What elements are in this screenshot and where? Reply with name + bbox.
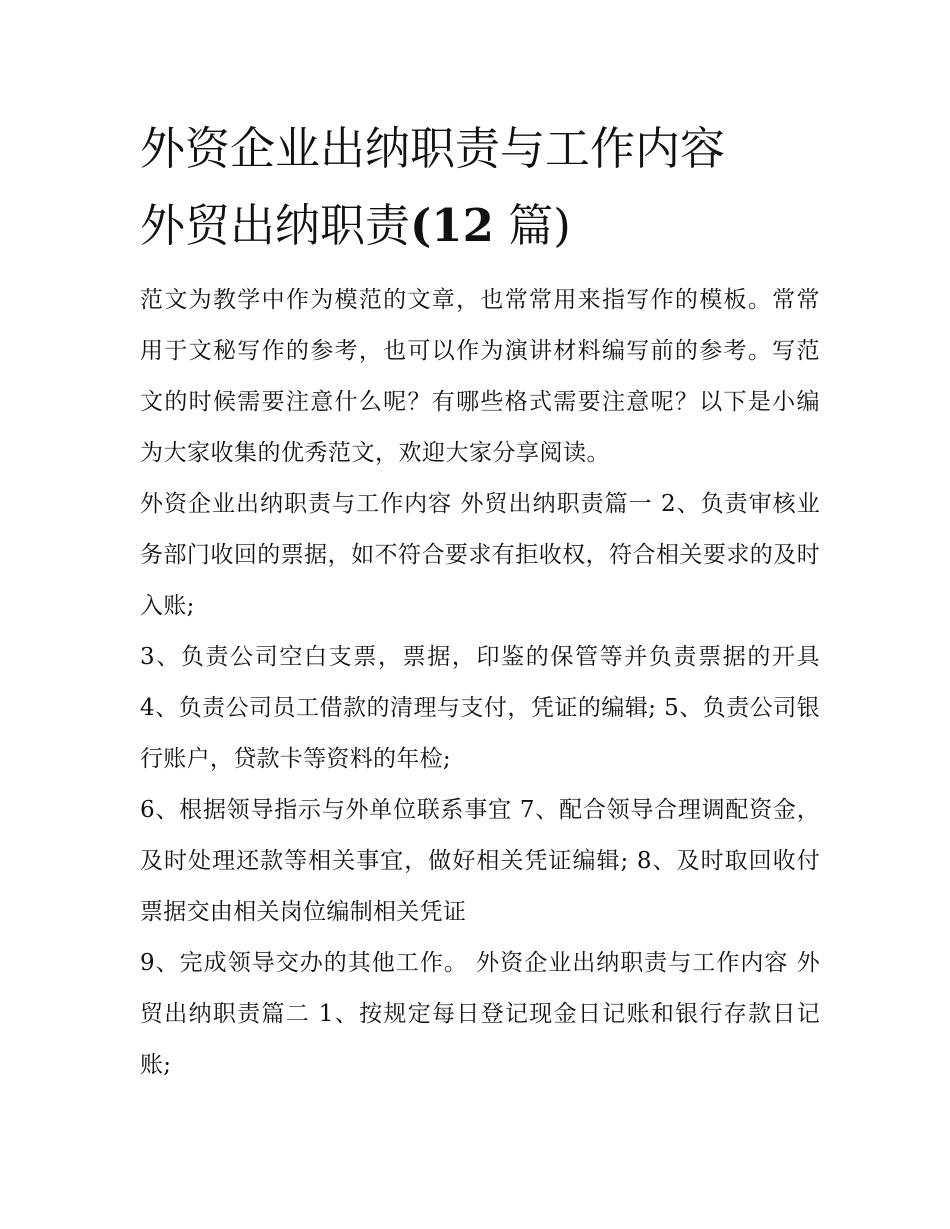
paragraph-section-1: 外资企业出纳职责与工作内容 外贸出纳职责篇一 2、负责审核业务部门收回的票据，如不符合要求有拒收权，符合相关要求的及时入账; [140, 491, 820, 619]
title-line-2-number: (12 [410, 199, 494, 252]
paragraph-intro: 范文为教学中作为模范的文章，也常常用来指写作的模板。常常用于文秘写作的参考，也可以作为演讲材料编写前的参考。写范文的时候需要注意什么呢？有哪些格式需要注意呢？以下是小编为大家收集的优秀范文，欢迎大家分享阅读。 [140, 287, 820, 466]
title-line-1: 外资企业出纳职责与工作内容 [140, 122, 726, 175]
title-line-2-prefix: 外贸出纳职责 [140, 199, 411, 252]
paragraph-items-3-5: 3、负责公司空白支票，票据，印鉴的保管等并负责票据的开具 4、负责公司员工借款的清理与支付，凭证的编辑; 5、负责公司银行账户，贷款卡等资料的年检; [140, 644, 820, 772]
document-title [140, 110, 820, 264]
paragraph-items-6-8: 6、根据领导指示与外单位联系事宜 7、配合领导合理调配资金，及时处理还款等相关事宜，做好相关凭证编辑; 8、及时取回收付票据交由相关岗位编制相关凭证 [140, 797, 820, 925]
title-line-2-suffix: 篇) [508, 199, 571, 252]
paragraph-item-9-section-2: 9、完成领导交办的其他工作。 外资企业出纳职责与工作内容 外贸出纳职责篇二 1、按规定每日登记现金日记账和银行存款日记账; [140, 950, 820, 1078]
document-body [140, 110, 820, 1091]
